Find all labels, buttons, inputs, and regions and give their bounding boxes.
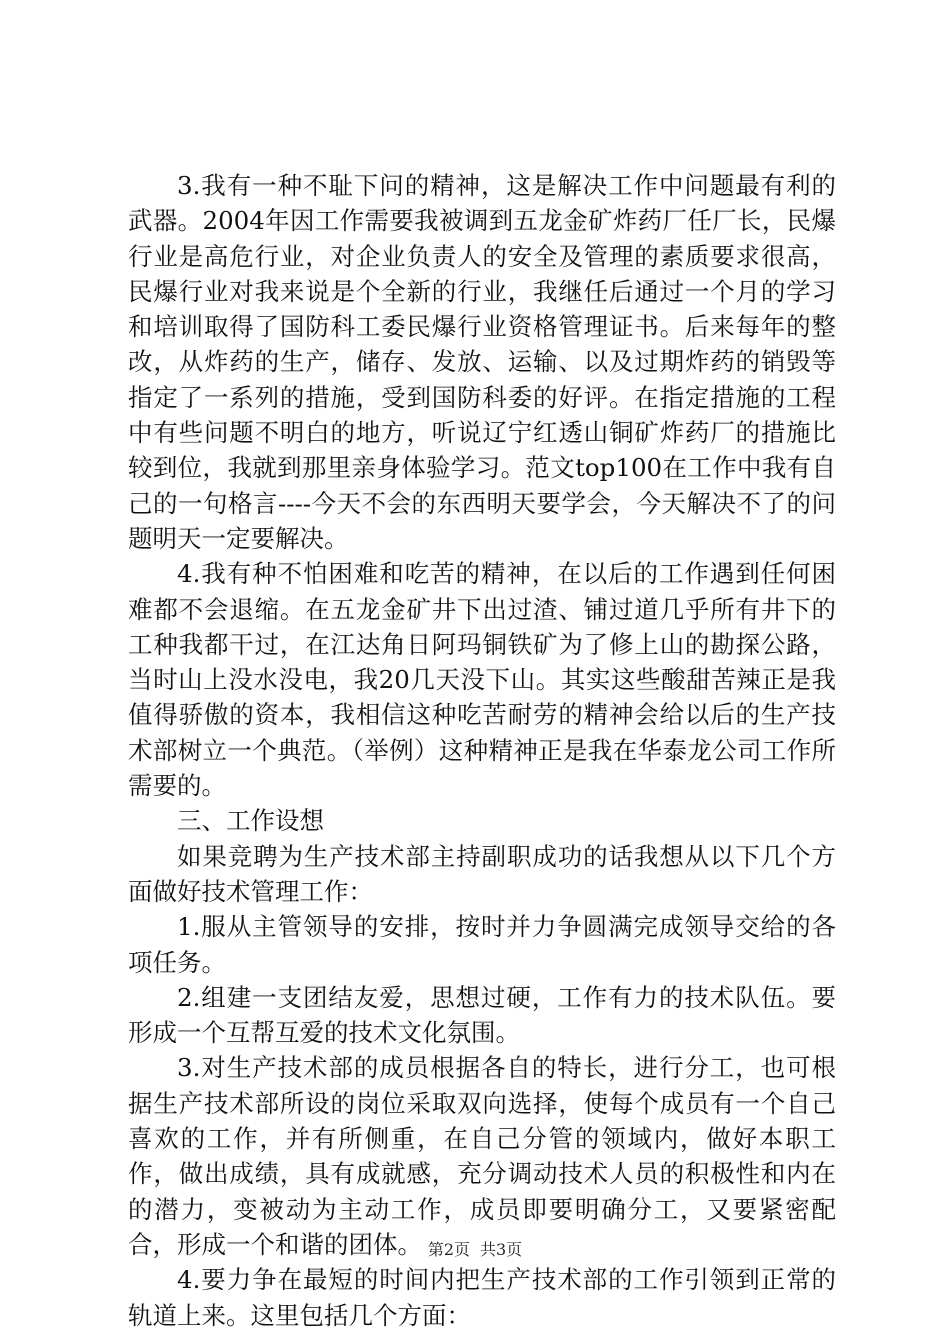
paragraph-plan-1: 1.服从主管领导的安排，按时并力争圆满完成领导交给的各项任务。	[128, 912, 836, 977]
paragraph-item-3-inquiry: 3.我有一种不耻下问的精神，这是解决工作中问题最有利的武器。2004年因工作需要我被调到五龙金矿炸药厂任厂长，民爆行业是高危行业，对企业负责人的安全及管理的素质要求很高，民爆行业对我来说是个全新的行业，我继任后通过一个月的学习和培训取得了国防科工委民爆行业资格管理证书。后来每年的整改，从炸药的生产，储存、发放、运输、以及过期炸药的销毁等指定了一系列的措施，受到国防科委的好评。在指定措施的工程中有些问题不明白的地方，听说辽宁红透山铜矿炸药厂的措施比较到位，我就到那里亲身体验学习。范文top100在工作中我有自己的一句格言----今天不会的东西明天要学会，今天解决不了的问题明天一定要解决。	[128, 171, 836, 553]
section-heading-work-plan: 三、工作设想	[177, 806, 324, 836]
paragraph-plan-4: 4.要力争在最短的时间内把生产技术部的工作引领到正常的轨道上来。这里包括几个方面：	[128, 1265, 836, 1330]
page-total: 共3页	[480, 1240, 523, 1259]
page-number: 第2页	[427, 1240, 470, 1259]
paragraph-plan-2: 2.组建一支团结友爱，思想过硬，工作有力的技术队伍。要形成一个互帮互爱的技术文化氛围。	[128, 982, 836, 1048]
page-footer	[0, 1240, 950, 1260]
paragraph-item-4-hardship: 4.我有种不怕困难和吃苦的精神，在以后的工作遇到任何困难都不会退缩。在五龙金矿井下出过渣、铺过道几乎所有井下的工种我都干过，在江达角日阿玛铜铁矿为了修上山的勘探公路，当时山上没水没电，我20几天没下山。其实这些酸甜苦辣正是我值得骄傲的资本，我相信这种吃苦耐劳的精神会给以后的生产技术部树立一个典范。（举例）这种精神正是我在华泰龙公司工作所需要的。	[128, 559, 836, 801]
paragraph-plan-3: 3.对生产技术部的成员根据各自的特长，进行分工，也可根据生产技术部所设的岗位采取双向选择，使每个成员有一个自己喜欢的工作，并有所侧重，在自己分管的领域内，做好本职工作，做出成绩，具有成就感，充分调动技术人员的积极性和内在的潜力，变被动为主动工作，成员即要明确分工，又要紧密配合，形成一个和谐的团体。	[128, 1053, 836, 1259]
document-body	[128, 168, 836, 1333]
paragraph-intro: 如果竞聘为生产技术部主持副职成功的话我想从以下几个方面做好技术管理工作：	[128, 841, 836, 906]
